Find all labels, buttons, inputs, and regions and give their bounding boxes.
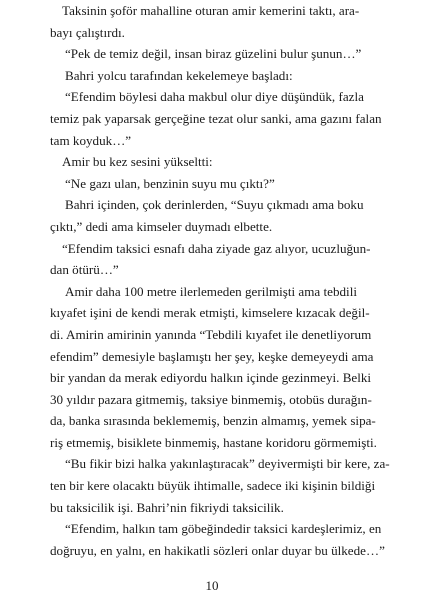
text-line: 30 yıldır pazara gitmemiş, taksiye binmemiş, otobüs durağın-	[50, 391, 372, 407]
text-line: Amir bu kez sesini yükseltti:	[62, 154, 213, 170]
page-number: 10	[205, 578, 219, 593]
text-line: tam koyduk…”	[50, 132, 132, 148]
text-line: temiz pak yaparsak gerçeğine tezat olur sanki, ama gazını falan	[50, 110, 382, 126]
text-line: “Efendim böylesi daha makbul olur diye düşündük, fazla	[65, 89, 364, 105]
text-line: bu taksicilik işi. Bahri’nin fikriydi taksicilik.	[50, 499, 284, 515]
text-line: Bahri yolcu tarafından kekelemeye başladı:	[65, 67, 293, 83]
text-line: ten bir kere olacaktı büyük ihtimalle, sadece iki kişinin bildiği	[50, 478, 376, 494]
text-line: di. Amirin amirinin yanında “Tebdili kıyafet ile denetliyorum	[50, 326, 372, 342]
text-line: “Ne gazı ulan, benzinin suyu mu çıktı?”	[65, 175, 275, 191]
text-line: “Efendim taksici esnafı daha ziyade gaz alıyor, ucuzluğun-	[62, 240, 371, 256]
text-line: çıktı,” dedi ama kimseler duymadı elbette.	[50, 218, 273, 234]
text-line: bayı çalıştırdı.	[50, 24, 125, 40]
body-text	[50, 0, 390, 561]
text-line: Taksinin şoför mahalline oturan amir kemerini taktı, ara-	[62, 3, 360, 18]
text-line: riş etmemiş, bisiklete binmemiş, hastane koridoru görmemişti.	[50, 434, 377, 450]
text-line: bir yandan da merak ediyordu halkın içinde gezinmeyi. Belki	[50, 370, 372, 386]
text-line: Amir daha 100 metre ilerlemeden gerilmişti ama tebdili	[65, 283, 357, 299]
text-line: efendim” demesiyle başlamıştı her şey, keşke demeyeydi ama	[50, 348, 374, 364]
text-line: “Pek de temiz değil, insan biraz güzelini bulur şunun…”	[65, 46, 362, 62]
text-line: da, banka sırasında beklememiş, benzin almamış, yemek sipa-	[50, 413, 376, 429]
text-line: “Efendim, halkın tam göbeğindedir taksici kardeşlerimiz, en	[65, 521, 382, 537]
text-line: “Bu fikir bizi halka yakınlaştıracak” deyivermişti bir kere, za-	[65, 456, 390, 472]
text-line: Bahri içinden, çok derinlerden, “Suyu çıkmadı ama boku	[65, 197, 364, 213]
text-line: doğruyu, en yalnı, en hakikatli sözleri onlar duyar bu ülkede…”	[50, 542, 385, 558]
text-line: dan ötürü…”	[50, 262, 119, 278]
text-line: kıyafet işini de kendi merak etmişti, kimselere kızacak değil-	[50, 305, 370, 321]
